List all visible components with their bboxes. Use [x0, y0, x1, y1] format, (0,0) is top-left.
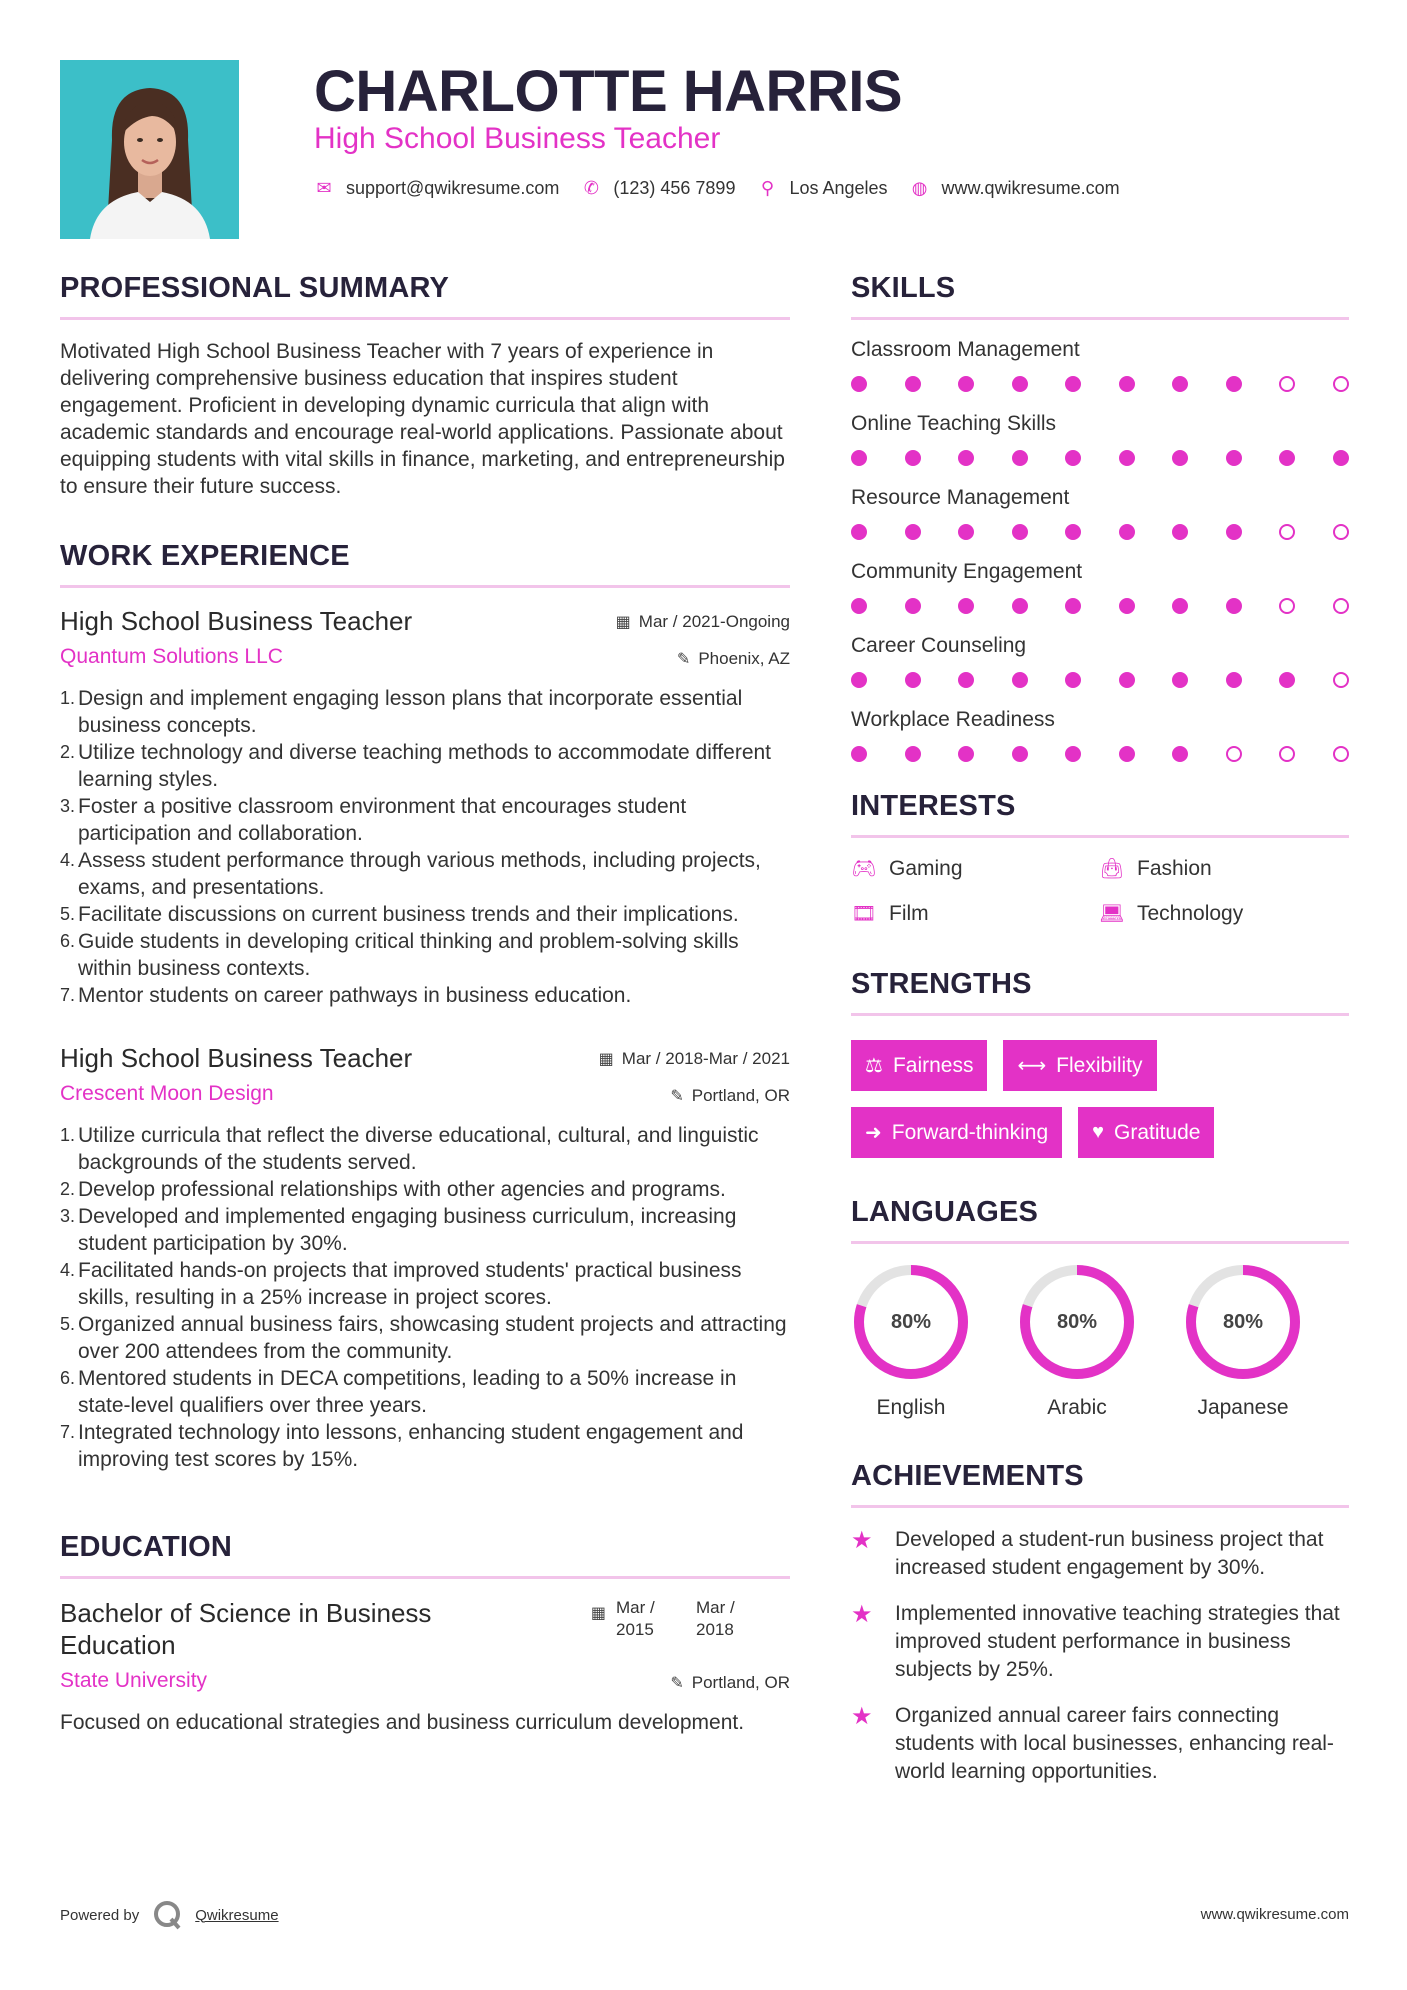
job-company: Quantum Solutions LLC	[60, 645, 283, 668]
rating-dot-filled	[1226, 598, 1242, 614]
skill-item	[851, 708, 1349, 762]
job-responsibilities	[60, 1122, 790, 1473]
rating-dot-filled	[1065, 450, 1081, 466]
rating-dot-filled	[1012, 672, 1028, 688]
rating-dot-filled	[905, 672, 921, 688]
candidate-role: High School Business Teacher	[314, 122, 721, 155]
language-name: English	[876, 1396, 946, 1419]
rating-dot-filled	[1279, 672, 1295, 688]
contact-phone[interactable]	[581, 178, 735, 199]
job-location-text: Portland, OR	[691, 1086, 790, 1105]
skill-name: Career Counseling	[851, 634, 1027, 657]
skill-rating	[851, 598, 1349, 614]
job-company: Crescent Moon Design	[60, 1082, 274, 1105]
rating-dot-filled	[1279, 450, 1295, 466]
calendar-icon: ▦	[590, 1605, 606, 1622]
strengths-title: STRENGTHS	[851, 968, 1349, 1016]
rating-dot-filled	[851, 672, 867, 688]
rating-dot-empty	[1333, 376, 1349, 392]
pin-icon: ✎	[670, 1675, 684, 1692]
rating-dot-filled	[905, 376, 921, 392]
rating-dot-filled	[851, 376, 867, 392]
education-end	[696, 1597, 756, 1641]
contact-email-text: support@qwikresume.com	[346, 178, 560, 198]
footer-powered	[60, 1900, 279, 1930]
strength-label: Flexibility	[1056, 1053, 1143, 1077]
language-name: Arabic	[1047, 1396, 1107, 1419]
interest-label: Fashion	[1137, 856, 1212, 880]
job-entry	[60, 606, 790, 1009]
arrows-horizontal-icon: ⟷	[1017, 1055, 1047, 1077]
calendar-icon: ▦	[615, 614, 631, 631]
list-item: Facilitated hands-on projects that improved students' practical business skills, resulting in a 25% increase in project scores.	[78, 1259, 742, 1309]
rating-dot-empty	[1279, 598, 1295, 614]
profile-photo	[60, 60, 239, 239]
pin-icon: ✎	[676, 651, 691, 668]
job-entry	[60, 1043, 790, 1473]
rating-dot-filled	[1172, 746, 1188, 762]
achievement-item	[851, 1702, 1349, 1786]
achievements-list	[851, 1526, 1349, 1786]
skill-rating	[851, 376, 1349, 392]
education-end-year: 2018	[696, 1620, 734, 1639]
education-start-year: 2015	[616, 1620, 654, 1639]
strength-tag	[1078, 1107, 1214, 1158]
powered-by-text: Powered by	[60, 1906, 140, 1924]
education-section	[60, 1531, 790, 1736]
interest-label: Film	[889, 901, 929, 925]
education-description: Focused on educational strategies and business curriculum development.	[60, 1711, 745, 1734]
language-percent: 80%	[1056, 1310, 1098, 1333]
contact-website[interactable]	[910, 178, 1120, 199]
rating-dot-filled	[1119, 450, 1135, 466]
language-ring	[1183, 1262, 1303, 1382]
list-item: Mentor students on career pathways in business education.	[78, 984, 632, 1007]
shooting-star-icon: ★	[851, 1703, 873, 1730]
achievement-text: Developed a student-run business project that increased student engagement by 30%.	[895, 1528, 1324, 1579]
skill-rating	[851, 450, 1349, 466]
gamepad-icon: 🎮︎	[851, 858, 877, 880]
skill-item	[851, 560, 1349, 614]
shopping-bag-icon: 👜︎	[1099, 858, 1125, 880]
job-dates-text: Mar / 2018-Mar / 2021	[621, 1049, 790, 1068]
job-responsibilities	[60, 685, 790, 1009]
job-location	[670, 1086, 790, 1106]
rating-dot-filled	[905, 524, 921, 540]
skills-title: SKILLS	[851, 272, 1349, 320]
list-item: Develop professional relationships with other agencies and programs.	[78, 1178, 726, 1201]
rating-dot-filled	[851, 450, 867, 466]
rating-dot-empty	[1226, 746, 1242, 762]
list-item: Facilitate discussions on current business trends and their implications.	[78, 903, 739, 926]
achievements-title: ACHIEVEMENTS	[851, 1460, 1349, 1508]
rating-dot-filled	[1119, 524, 1135, 540]
rating-dot-filled	[1172, 672, 1188, 688]
job-title: High School Business Teacher	[60, 606, 413, 636]
languages-section	[851, 1196, 1349, 1420]
candidate-name: CHARLOTTE HARRIS	[314, 59, 903, 124]
list-item: Guide students in developing critical thinking and problem-solving skills within business contexts.	[78, 930, 739, 980]
rating-dot-filled	[1012, 598, 1028, 614]
skill-rating	[851, 672, 1349, 688]
left-column	[60, 272, 790, 1736]
rating-dot-filled	[1226, 376, 1242, 392]
skill-name: Classroom Management	[851, 338, 1080, 361]
calendar-icon: ▦	[598, 1051, 614, 1068]
language-item	[1017, 1262, 1137, 1420]
balance-scale-icon: ⚖	[865, 1055, 883, 1077]
job-location	[677, 649, 790, 669]
list-item: Foster a positive classroom environment that encourages student participation and collaboration.	[78, 795, 687, 845]
location-icon: ⚲	[760, 178, 775, 198]
pin-icon: ✎	[670, 1088, 684, 1105]
contact-location-text: Los Angeles	[789, 178, 888, 198]
rating-dot-filled	[1065, 746, 1081, 762]
interests-grid	[851, 856, 1349, 926]
interest-label: Technology	[1137, 901, 1244, 925]
summary-section	[60, 272, 790, 500]
list-item: Mentored students in DECA competitions, leading to a 50% increase in state-level qualifiers over three years.	[78, 1367, 737, 1417]
qwikresume-logo-icon	[153, 1900, 183, 1930]
rating-dot-filled	[1065, 376, 1081, 392]
heart-icon: ♥	[1092, 1121, 1105, 1143]
rating-dot-filled	[958, 598, 974, 614]
rating-dot-filled	[958, 376, 974, 392]
languages-list	[851, 1262, 1349, 1420]
film-icon: 🎞︎	[851, 903, 877, 925]
rating-dot-filled	[958, 746, 974, 762]
contact-website-text: www.qwikresume.com	[941, 178, 1120, 198]
language-name: Japanese	[1197, 1396, 1289, 1419]
right-column	[851, 272, 1349, 1804]
skill-name: Community Engagement	[851, 560, 1083, 583]
languages-title: LANGUAGES	[851, 1196, 1349, 1244]
education-location-text: Portland, OR	[691, 1673, 790, 1692]
interests-section	[851, 790, 1349, 926]
skill-item	[851, 338, 1349, 392]
rating-dot-empty	[1333, 598, 1349, 614]
shooting-star-icon: ★	[851, 1527, 873, 1554]
rating-dot-filled	[1226, 524, 1242, 540]
rating-dot-filled	[1333, 450, 1349, 466]
interests-title: INTERESTS	[851, 790, 1349, 838]
interest-label: Gaming	[889, 856, 963, 880]
rating-dot-filled	[1119, 746, 1135, 762]
rating-dot-filled	[1172, 598, 1188, 614]
rating-dot-empty	[1279, 376, 1295, 392]
job-dates	[599, 1049, 790, 1069]
education-title: EDUCATION	[60, 1531, 790, 1579]
strength-tag	[851, 1040, 987, 1091]
achievements-section	[851, 1460, 1349, 1786]
rating-dot-filled	[1012, 746, 1028, 762]
rating-dot-filled	[1065, 598, 1081, 614]
globe-icon: ◍	[911, 178, 928, 198]
rating-dot-filled	[1012, 524, 1028, 540]
language-ring	[1017, 1262, 1137, 1382]
rating-dot-filled	[958, 450, 974, 466]
rating-dot-filled	[1012, 376, 1028, 392]
interest-item	[1099, 901, 1349, 926]
portrait-illustration	[60, 60, 239, 239]
contact-location	[757, 178, 887, 199]
interest-item	[851, 901, 1099, 926]
education-start	[616, 1597, 696, 1641]
list-item: Integrated technology into lessons, enhancing student engagement and improving test scores by 15%.	[78, 1421, 744, 1471]
summary-text: Motivated High School Business Teacher with 7 years of experience in delivering comprehensive business education that inspires student engagement. Proficient in developing dynamic curricula that align with academic standards and encourage real-world applications. Passionate about equipping students with vital skills in finance, marketing, and entrepreneurship to ensure their future success.	[60, 340, 785, 498]
list-item: Assess student performance through various methods, including projects, exams, and presentations.	[78, 849, 761, 899]
brand-link[interactable]: Qwikresume	[195, 1906, 279, 1924]
skill-name: Resource Management	[851, 486, 1070, 509]
achievement-text: Implemented innovative teaching strategies that improved student performance in business subjects by 25%.	[895, 1602, 1340, 1681]
rating-dot-filled	[851, 598, 867, 614]
contact-bar	[314, 178, 1142, 199]
language-percent: 80%	[1222, 1310, 1264, 1333]
experience-section	[60, 540, 790, 1473]
rating-dot-filled	[1226, 672, 1242, 688]
school-name: State University	[60, 1669, 208, 1692]
footer-url[interactable]: www.qwikresume.com	[1200, 1906, 1349, 1923]
education-end-month: Mar /	[696, 1598, 735, 1617]
rating-dot-filled	[1065, 672, 1081, 688]
summary-title: PROFESSIONAL SUMMARY	[60, 272, 790, 320]
phone-icon: ✆	[583, 178, 599, 198]
degree-title: Bachelor of Science in Business Education	[60, 1598, 432, 1660]
list-item: Developed and implemented engaging business curriculum, increasing student participation by 30%.	[78, 1205, 737, 1255]
education-start-month: Mar /	[616, 1598, 655, 1617]
experience-title: WORK EXPERIENCE	[60, 540, 790, 588]
rating-dot-filled	[1119, 672, 1135, 688]
contact-phone-text: (123) 456 7899	[613, 178, 736, 198]
skill-item	[851, 412, 1349, 466]
rating-dot-filled	[905, 598, 921, 614]
strengths-section	[851, 968, 1349, 1158]
rating-dot-filled	[905, 746, 921, 762]
rating-dot-filled	[851, 746, 867, 762]
achievement-text: Organized annual career fairs connecting students with local businesses, enhancing real-world learning opportunities.	[895, 1704, 1334, 1783]
list-item: Utilize technology and diverse teaching methods to accommodate different learning styles.	[78, 741, 772, 791]
rating-dot-empty	[1333, 672, 1349, 688]
interest-item	[851, 856, 1099, 881]
job-location-text: Phoenix, AZ	[698, 649, 790, 668]
email-icon: ✉	[316, 178, 332, 198]
skill-rating	[851, 524, 1349, 540]
contact-email[interactable]	[314, 178, 559, 199]
skill-name: Workplace Readiness	[851, 708, 1055, 731]
language-item	[851, 1262, 971, 1420]
rating-dot-filled	[1065, 524, 1081, 540]
rating-dot-filled	[1172, 376, 1188, 392]
laptop-icon: 💻︎	[1099, 903, 1125, 925]
arrow-right-icon: ➜	[865, 1122, 882, 1144]
rating-dot-filled	[1172, 524, 1188, 540]
rating-dot-filled	[958, 524, 974, 540]
strength-label: Fairness	[892, 1053, 974, 1077]
strength-tag	[1003, 1040, 1156, 1091]
strength-label: Forward-thinking	[891, 1120, 1049, 1144]
strengths-list	[851, 1040, 1349, 1158]
skill-rating	[851, 746, 1349, 762]
rating-dot-filled	[958, 672, 974, 688]
shooting-star-icon: ★	[851, 1601, 873, 1628]
rating-dot-empty	[1333, 746, 1349, 762]
skill-name: Online Teaching Skills	[851, 412, 1057, 435]
rating-dot-filled	[1172, 450, 1188, 466]
skills-section	[851, 272, 1349, 762]
strength-label: Gratitude	[1114, 1120, 1201, 1144]
list-item: Utilize curricula that reflect the diverse educational, cultural, and linguistic backgrounds of the students served.	[78, 1124, 759, 1174]
rating-dot-filled	[851, 524, 867, 540]
strength-tag	[851, 1107, 1062, 1158]
education-dates	[591, 1597, 756, 1641]
interest-item	[1099, 856, 1349, 881]
list-item: Design and implement engaging lesson plans that incorporate essential business concepts.	[78, 687, 743, 737]
achievement-item	[851, 1600, 1349, 1684]
job-dates	[616, 612, 790, 632]
rating-dot-empty	[1279, 524, 1295, 540]
rating-dot-filled	[1226, 450, 1242, 466]
rating-dot-filled	[1119, 376, 1135, 392]
language-percent: 80%	[890, 1310, 932, 1333]
rating-dot-empty	[1333, 524, 1349, 540]
rating-dot-empty	[1279, 746, 1295, 762]
achievement-item	[851, 1526, 1349, 1582]
list-item: Organized annual business fairs, showcasing student projects and attracting over 200 attendees from the community.	[78, 1313, 787, 1363]
language-ring	[851, 1262, 971, 1382]
rating-dot-filled	[905, 450, 921, 466]
rating-dot-filled	[1119, 598, 1135, 614]
job-title: High School Business Teacher	[60, 1043, 413, 1073]
education-location	[670, 1673, 790, 1693]
job-dates-text: Mar / 2021-Ongoing	[638, 612, 790, 631]
skills-list	[851, 338, 1349, 762]
skill-item	[851, 634, 1349, 688]
rating-dot-filled	[1012, 450, 1028, 466]
language-item	[1183, 1262, 1303, 1420]
skill-item	[851, 486, 1349, 540]
